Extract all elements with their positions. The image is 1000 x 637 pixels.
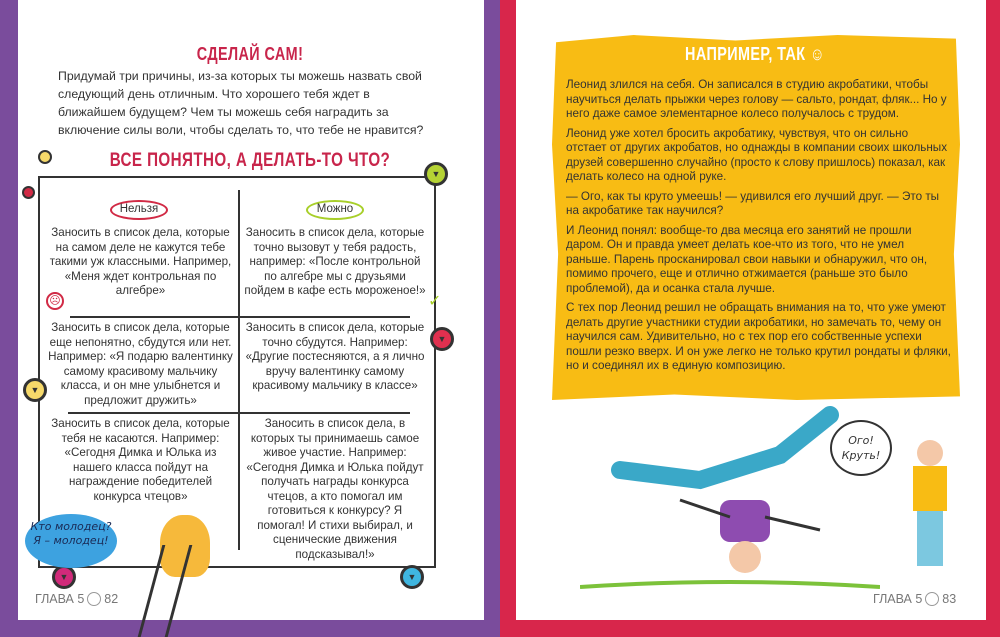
sad-face-icon: ☹ bbox=[46, 292, 64, 310]
chapter-label: ГЛАВА 5 bbox=[35, 592, 85, 606]
paragraph: — Ого, как ты круто умеешь! — удивился его лучший друг. — Это ты на акробатике так научился? bbox=[566, 189, 940, 217]
checkmark-icon: ✓ bbox=[428, 293, 442, 310]
pin-icon: ▼ bbox=[52, 565, 76, 589]
friend-illustration bbox=[905, 440, 955, 580]
chapter-label: ГЛАВА 5 bbox=[873, 592, 923, 606]
page-number: 82 bbox=[104, 592, 119, 606]
pin-icon: ▼ bbox=[430, 327, 454, 351]
bubble-text: Я – молодец! bbox=[33, 534, 109, 547]
comparison-board bbox=[38, 176, 442, 568]
pin-icon: ▼ bbox=[23, 378, 47, 402]
bubble-text: Круть! bbox=[841, 449, 881, 462]
pin-icon: ▼ bbox=[400, 565, 424, 589]
cell-no-1: Заносить в список дела, которые на самом деле не кажутся тебе такими уж классными. Например, «Меня ждет контрольная по алгебре» bbox=[49, 226, 232, 297]
story-text bbox=[566, 78, 951, 379]
cell-yes-1: Заносить в список дела, которые точно вызовут у тебя радость, например: «После контрольной по алгебре мы с друзьями пойдем в кафе есть мороженое!» bbox=[244, 226, 426, 297]
page-footer bbox=[35, 592, 118, 606]
page-title: СДЕЛАЙ САМ! bbox=[196, 44, 304, 64]
cell-yes-2: Заносить в список дела, которые точно сбудутся. Например: «Другие постесняются, а я лично вручу валентинку самому красивому мальчику в классе» bbox=[245, 321, 425, 392]
speech-bubble bbox=[25, 514, 117, 568]
paragraph: И Леонид понял: вообще-то два месяца его занятий не прошли даром. Он и правда умеет делать кое-что из того, что не умел раньше. Парень просканировал свои навыки и обнаружил, что он, помимо прочего, еще и отлично отжимается (раньше это было проблемой), да и осанка стала лучше. bbox=[566, 223, 928, 295]
row-divider bbox=[68, 412, 410, 414]
paragraph: Леонид уже хотел бросить акробатику, чувствуя, что он сильно отстает от других акробатов, но однажды в компании своих школьных друзей совершенно случайно (просто к слову пришлось) показал, как делать колесо на одной руке. bbox=[566, 126, 948, 183]
cell-no-3: Заносить в список дела, которые тебя не касаются. Например: «Сегодня Димка и Юлька из нашего класса пойдут на награждение победителей конкурса чтецов» bbox=[51, 417, 230, 503]
row-divider bbox=[70, 316, 410, 318]
speech-bubble bbox=[830, 420, 892, 476]
bubble-text: Кто молодец? bbox=[30, 520, 112, 533]
cell-yes-3: Заносить в список дела, в которых ты принимаешь самое живое участие. Например: «Сегодня Димка и Юлька пойдут получать награды конкурса чтецов, а кто помогал им готовиться к конкурсу? Я помогал! И стихи выбирал, и сценические движения подсказывал!» bbox=[246, 417, 424, 561]
pushpin-icon bbox=[38, 150, 52, 164]
example-title: НАПРИМЕР, ТАК ☺ bbox=[685, 44, 825, 64]
section-title: ВСЕ ПОНЯТНО, А ДЕЛАТЬ-ТО ЧТО? bbox=[109, 150, 391, 171]
cell-no-2: Заносить в список дела, которые еще непонятно, сбудутся или нет. Например: «Я подарю валентинку самому красивому мальчику класса, и он мне улыбнется и предложит дружить» bbox=[48, 321, 233, 407]
page-footer bbox=[873, 592, 956, 606]
bubble-text: Ого! bbox=[848, 434, 874, 447]
pushpin-icon bbox=[22, 186, 35, 199]
column-header-no: Нельзя bbox=[110, 200, 168, 220]
column-header-yes: Можно bbox=[306, 200, 364, 220]
intro-text: Придумай три причины, из-за которых ты можешь назвать свой следующий день отличным. Что хорошего тебя ждет в ближайшем будущем? Чем ты можешь себя наградить за включение силы воли, чтобы сделать то, что тебе не нравится? bbox=[58, 69, 424, 137]
pin-icon: ▼ bbox=[424, 162, 448, 186]
stopwatch-icon bbox=[87, 592, 101, 606]
paragraph: Леонид злился на себя. Он записался в студию акробатики, чтобы научиться делать прыжки через голову — сальто, рондат, фляк... Но у него даже самое элементарное колесо получалось с трудом. bbox=[566, 78, 947, 120]
page-number: 83 bbox=[942, 592, 957, 606]
paragraph: С тех пор Леонид решил не обращать внимания на то, что уже умеют делать другие участники студии акробатики, но замечать то, чему он научился сам. Удивительно, но с тех пор его собственные успехи пошли резко вверх. И он уже легко не только крутил рондаты и фляки, но и соединял их в единую композицию. bbox=[566, 301, 951, 372]
stopwatch-icon bbox=[925, 592, 939, 606]
column-divider bbox=[238, 190, 240, 550]
